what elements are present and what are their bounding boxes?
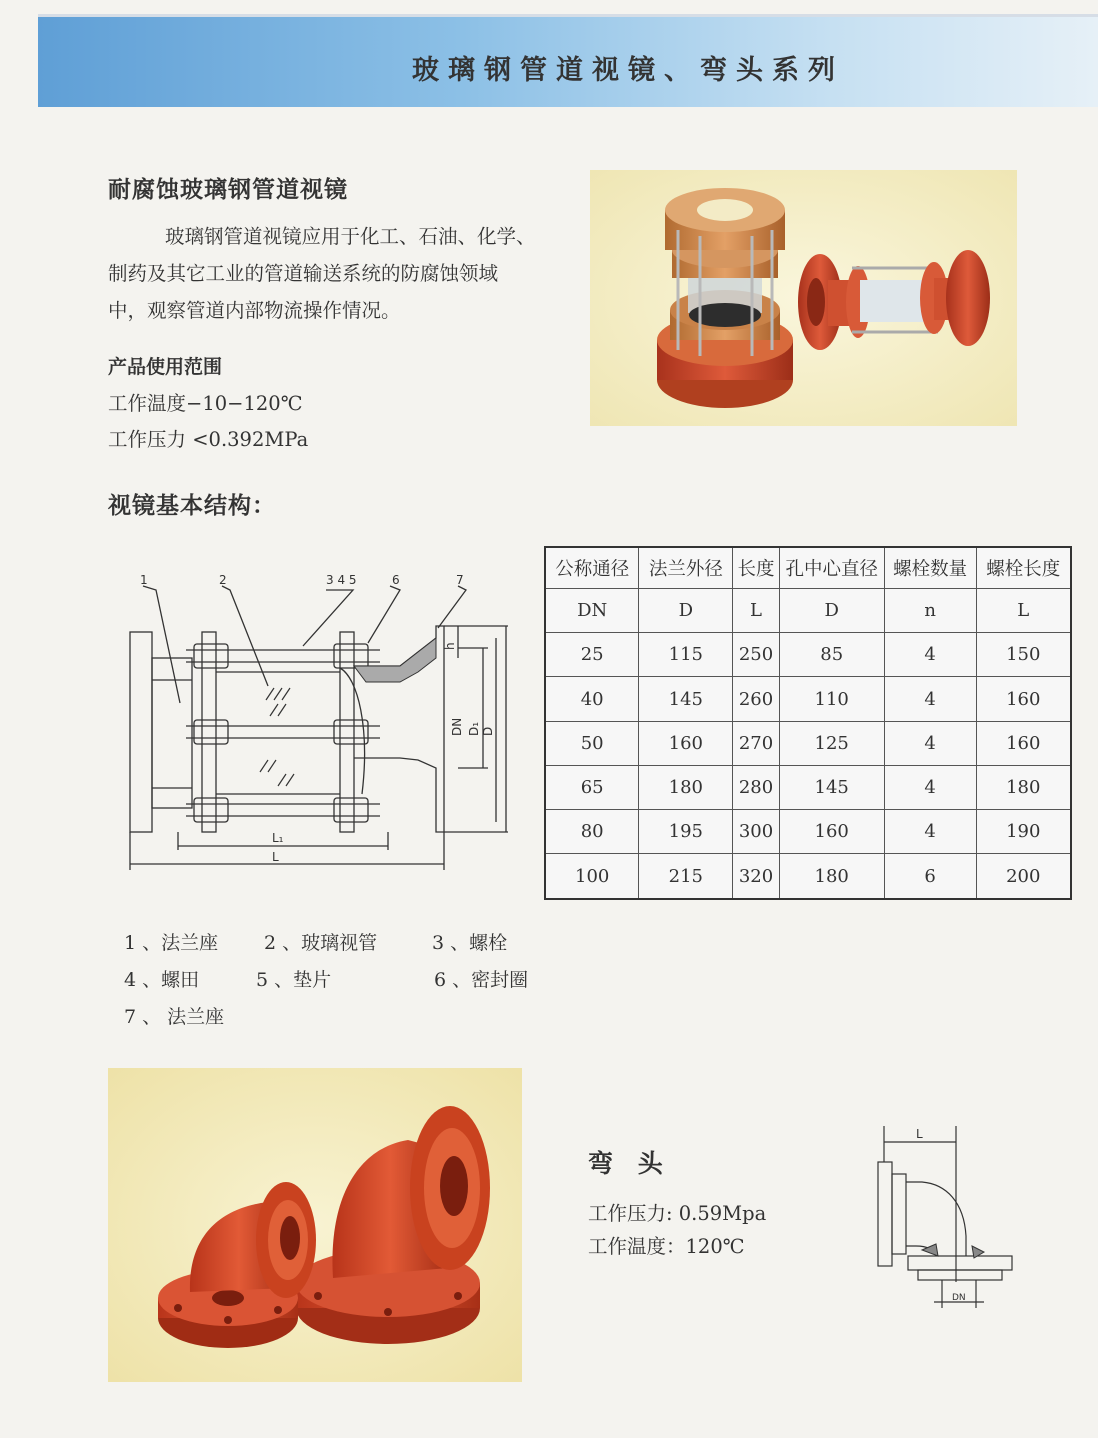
table-cell: 145 bbox=[639, 677, 733, 721]
table-row bbox=[545, 677, 1071, 721]
table-row bbox=[545, 633, 1071, 677]
sight-glass-heading: 耐腐蚀玻璃钢管道视镜 bbox=[108, 177, 348, 203]
table-cell: 110 bbox=[779, 677, 884, 721]
column-symbol: D bbox=[639, 589, 733, 633]
description-line: 制药及其它工业的管道输送系统的防腐蚀领域 bbox=[108, 262, 499, 285]
column-symbol: n bbox=[884, 589, 976, 633]
table-cell: 180 bbox=[639, 765, 733, 809]
legend-item: 6 、密封圈 bbox=[434, 969, 529, 991]
table-row bbox=[545, 721, 1071, 765]
column-header: 长度 bbox=[733, 547, 779, 589]
table-cell: 85 bbox=[779, 633, 884, 677]
column-header: 法兰外径 bbox=[639, 547, 733, 589]
structure-diagram-svg bbox=[118, 568, 518, 878]
dim-label-d1: D₁ bbox=[467, 721, 481, 736]
elbow-temperature: 工作温度：120℃ bbox=[588, 1235, 745, 1258]
elbow-diagram-svg bbox=[872, 1122, 1022, 1322]
table-row bbox=[545, 854, 1071, 899]
dim-label-l1: L₁ bbox=[272, 831, 284, 845]
structure-heading: 视镜基本结构： bbox=[108, 493, 276, 519]
table-cell: 125 bbox=[779, 721, 884, 765]
table-cell: 100 bbox=[545, 854, 639, 899]
table-cell: 160 bbox=[639, 721, 733, 765]
table-cell: 25 bbox=[545, 633, 639, 677]
callout-345: 3 4 5 bbox=[326, 573, 357, 587]
legend-item: 4 、螺田 bbox=[124, 969, 200, 991]
column-symbol: D bbox=[779, 589, 884, 633]
table-symbol-row bbox=[545, 589, 1071, 633]
table-cell: 80 bbox=[545, 810, 639, 854]
table-cell: 300 bbox=[733, 810, 779, 854]
elbow-illustration bbox=[108, 1068, 522, 1382]
table-cell: 190 bbox=[976, 810, 1071, 854]
table-cell: 6 bbox=[884, 854, 976, 899]
callout-7: 7 bbox=[456, 573, 464, 587]
table-row bbox=[545, 765, 1071, 809]
working-pressure: 工作压力 <0.392MPa bbox=[108, 428, 309, 451]
table-cell: 250 bbox=[733, 633, 779, 677]
dim-label-d: D bbox=[481, 726, 495, 736]
table-cell: 200 bbox=[976, 854, 1071, 899]
legend-item: 7 、 法兰座 bbox=[124, 1006, 225, 1028]
dim-label-l: L bbox=[272, 850, 279, 864]
table-cell: 4 bbox=[884, 721, 976, 765]
callout-2: 2 bbox=[219, 573, 227, 587]
column-symbol: L bbox=[976, 589, 1071, 633]
working-temperature: 工作温度−10−120℃ bbox=[108, 392, 303, 415]
table-cell: 160 bbox=[779, 810, 884, 854]
table-cell: 145 bbox=[779, 765, 884, 809]
table-cell: 195 bbox=[639, 810, 733, 854]
sight-glass-photo bbox=[590, 170, 1017, 426]
table-row bbox=[545, 810, 1071, 854]
table-cell: 50 bbox=[545, 721, 639, 765]
table-cell: 215 bbox=[639, 854, 733, 899]
legend-item: 1 、法兰座 bbox=[124, 932, 219, 954]
table-cell: 280 bbox=[733, 765, 779, 809]
elbow-dim-l: L bbox=[916, 1127, 923, 1141]
table-cell: 4 bbox=[884, 765, 976, 809]
table-cell: 160 bbox=[976, 677, 1071, 721]
column-header: 孔中心直径 bbox=[779, 547, 884, 589]
dimension-table bbox=[544, 546, 1072, 900]
table-cell: 115 bbox=[639, 633, 733, 677]
table-cell: 4 bbox=[884, 633, 976, 677]
parts-legend bbox=[124, 928, 544, 1038]
table-cell: 180 bbox=[976, 765, 1071, 809]
banner bbox=[38, 14, 1098, 107]
usage-heading: 产品使用范围 bbox=[108, 356, 223, 378]
table-cell: 4 bbox=[884, 677, 976, 721]
legend-item: 2 、玻璃视管 bbox=[264, 932, 378, 954]
column-header: 螺栓数量 bbox=[884, 547, 976, 589]
table-cell: 180 bbox=[779, 854, 884, 899]
callout-1: 1 bbox=[140, 573, 148, 587]
column-header: 公称通径 bbox=[545, 547, 639, 589]
column-symbol: L bbox=[733, 589, 779, 633]
elbow-dim-dn: DN bbox=[952, 1293, 966, 1303]
description-line: 玻璃钢管道视镜应用于化工、石油、化学、 bbox=[165, 225, 536, 248]
column-symbol: DN bbox=[545, 589, 639, 633]
callout-6: 6 bbox=[392, 573, 400, 587]
dim-label-h: h bbox=[443, 642, 457, 650]
table-cell: 260 bbox=[733, 677, 779, 721]
sight-glass-illustration bbox=[590, 170, 1017, 426]
table-cell: 150 bbox=[976, 633, 1071, 677]
banner-title: 玻璃钢管道视镜、弯头系列 bbox=[412, 55, 844, 86]
table-cell: 40 bbox=[545, 677, 639, 721]
sight-glass-structure-diagram bbox=[118, 568, 518, 878]
elbow-dimension-diagram bbox=[872, 1122, 1022, 1322]
sight-glass-description bbox=[108, 218, 568, 329]
description-line: 中，观察管道内部物流操作情况。 bbox=[108, 299, 401, 322]
legend-item: 3 、螺栓 bbox=[432, 932, 508, 954]
elbow-heading: 弯 头 bbox=[588, 1149, 671, 1178]
table-cell: 4 bbox=[884, 810, 976, 854]
column-header: 螺栓长度 bbox=[976, 547, 1071, 589]
dim-label-dn: DN bbox=[450, 717, 464, 736]
elbow-photo bbox=[108, 1068, 522, 1382]
legend-item: 5 、垫片 bbox=[256, 969, 332, 991]
elbow-pressure: 工作压力: 0.59Mpa bbox=[588, 1202, 767, 1225]
table-cell: 160 bbox=[976, 721, 1071, 765]
table-header-row bbox=[545, 547, 1071, 589]
table-cell: 65 bbox=[545, 765, 639, 809]
table-cell: 270 bbox=[733, 721, 779, 765]
table-cell: 320 bbox=[733, 854, 779, 899]
